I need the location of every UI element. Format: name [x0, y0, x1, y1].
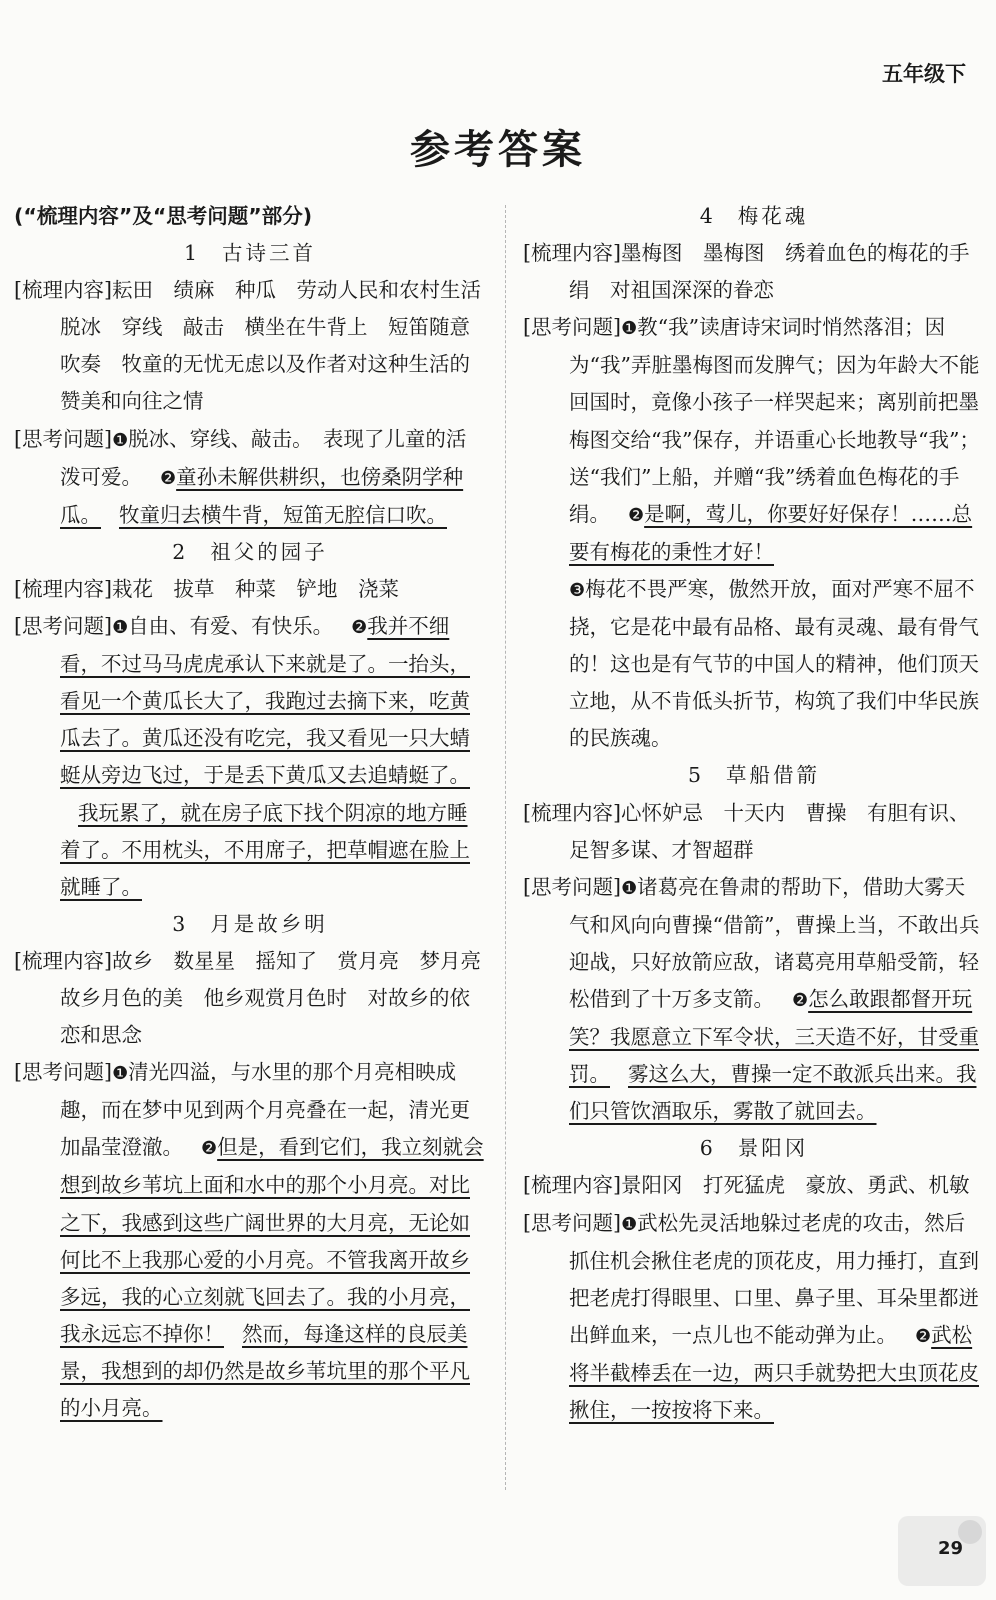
lesson-title-2: 2 祖父的园子: [172, 539, 328, 564]
grade-label: 五年级下: [882, 62, 966, 86]
thinking-question-4: [思考问题]❶教“我”读唐诗宋词时悄然落泪；因为“我”弄脏墨梅图而发脾气；因为年龄大不能回国时，竟像小孩子一样哭起来；离别前把墨梅图交给“我”保存，并语重心长地教导“我”；送“我们”上船，并赠“我”绣着血色梅花的手绢。 ❷是啊，莺儿，你要好好保存！……总要有梅花的秉性才好！ ❸梅花不畏严寒，傲然开放，面对严寒不屈不挠，它是花中最有品格、最有灵魂、最有骨气的！这也是有气节的中国人的精神，他们顶天立地，从不肯低头折节，构筑了我们中华民族的民族魂。: [523, 315, 980, 751]
lesson-title-1: 1 古诗三首: [183, 241, 317, 266]
thinking-question-1: [思考问题]❶脱冰、穿线、敲击。 表现了儿童的活泼可爱。 ❷童孙未解供耕织，也傍桑阴学种瓜。 牧童归去横牛背，短笛无腔信口吹。: [14, 426, 467, 527]
lesson-title-6: 6 景阳冈: [699, 1136, 809, 1161]
thinking-question-3: [思考问题]❶清光四溢，与水里的那个月亮相映成趣，而在梦中见到两个月亮叠在一起，清光更加晶莹澄澈。 ❷但是，看到它们，我立刻就会想到故乡苇坑上面和水中的那个小月亮。对比之下，我感到这些广阔世界的大月亮，无论如何比不上我那心爱的小月亮。不管我离开故乡多远，我的心立刻就飞回去了。我的小月亮，我永远忘不掉你！ 然而，每逢这样的良辰美景，我想到的却仍然是故乡苇坑里的那个平凡的小月亮。: [14, 1060, 484, 1420]
lesson-title-4: 4 梅花魂: [699, 204, 809, 228]
lesson-title-5: 5 草船借箭: [687, 763, 821, 788]
page-number: 29: [938, 1538, 964, 1559]
lesson-title-3: 3 月是故乡明: [172, 911, 328, 936]
section-subtitle: (“梳理内容”及“思考问题”部分): [14, 204, 313, 228]
thinking-question-5: [思考问题]❶诸葛亮在鲁肃的帮助下，借助大雾天气和风向向曹操“借箭”，曹操上当，不敢出兵迎战，只好放箭应敌，诸葛亮用草船受箭，轻松借到了十万多支箭。 ❷怎么敢跟都督开玩笑？我愿意立下军令状，三天造不好，甘受重罚。 雾这么大，曹操一定不敢派兵出来。我们只管饮酒取乐，雾散了就回去。: [523, 874, 980, 1124]
outline-content-4: [梳理内容]墨梅图 墨梅图 绣着血色的梅花的手绢 对祖国深深的眷恋: [523, 241, 970, 303]
outline-content-1: [梳理内容]耘田 绩麻 种瓜 劳动人民和农村生活 脱冰 穿线 敲击 横坐在牛背上 短笛随意吹奏 牧童的无忧无虑以及作者对这种生活的赞美和向往之情: [14, 278, 502, 414]
right-column: [523, 198, 985, 1429]
outline-content-5: [梳理内容]心怀妒忌 十天内 曹操 有胆有识、足智多谋、才智超群: [523, 800, 970, 862]
outline-content-3: [梳理内容]故乡 数星星 摇知了 赏月亮 梦月亮 故乡月色的美 他乡观赏月色时 对故乡的依恋和思念: [14, 948, 502, 1048]
column-divider: [505, 205, 506, 1490]
outline-content-6: [梳理内容]景阳冈 打死猛虎 豪放、勇武、机敏: [523, 1173, 970, 1198]
page-title: 参考答案: [410, 127, 586, 173]
outline-content-2: [梳理内容]栽花 拔草 种菜 铲地 浇菜: [14, 576, 399, 601]
thinking-question-6: [思考问题]❶武松先灵活地躲过老虎的攻击，然后抓住机会揪住老虎的顶花皮，用力捶打，直到把老虎打得眼里、口里、鼻子里、耳朵里都迸出鲜血来，一点儿也不能动弹为止。 ❷武松将半截棒丢在一边，两只手就势把大虫顶花皮揪住，一按按将下来。: [523, 1210, 979, 1422]
thinking-question-2: [思考问题]❶自由、有爱、有快乐。 ❷我并不细看，不过马马虎虎承认下来就是了。一抬头，看见一个黄瓜长大了，我跑过去摘下来，吃黄瓜去了。黄瓜还没有吃完，我又看见一只大蜻蜓从旁边飞过，于是丢下黄瓜又去追蜻蜓了。我玩累了，就在房子底下找个阴凉的地方睡着了。不用枕头，不用席子，把草帽遮在脸上就睡了。: [14, 614, 470, 899]
left-column: [14, 198, 502, 1427]
